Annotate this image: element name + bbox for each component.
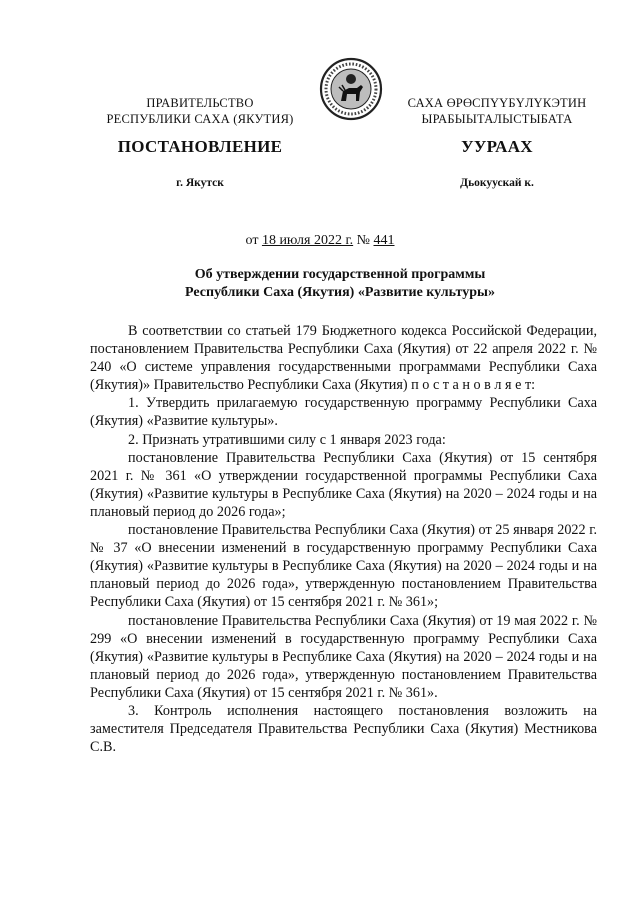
sub-item-2: постановление Правительства Республики Саха (Якутия) от 25 января 2022 г. № 37 «О внесении изменений в государственную программу Республики Саха (Якутия) «Развитие культуры в Республике Саха (Якутия) на 2020 – 2024 годы и на плановый период до 2026 года», утвержденную постановлением Правительства Республики Саха (Якутия) от 15 сентября 2021 г. № 361»;	[90, 522, 597, 611]
header-left-line1: ПРАВИТЕЛЬСТВО	[146, 96, 254, 110]
decree-word: п о с т а н о в л я е т:	[411, 377, 536, 394]
city-ru: г. Якутск	[176, 177, 224, 189]
doc-title	[80, 266, 600, 302]
doc-number: 441	[373, 233, 395, 248]
header-left	[100, 95, 300, 127]
title-line2: Республики Саха (Якутия) «Развитие культуры»	[185, 285, 495, 300]
number-sign: №	[356, 233, 370, 248]
header-right-line2: ЫРАБЫЫТАЛЫСТЫБАТА	[421, 112, 573, 126]
intro-paragraph	[90, 322, 597, 394]
item-2: 2. Признать утратившими силу с 1 января 2023 года:	[128, 431, 446, 448]
doc-body	[90, 322, 597, 756]
doc-type-sah: УУРААХ	[461, 137, 533, 156]
republic-emblem	[319, 57, 383, 121]
sub-item-1: постановление Правительства Республики Саха (Якутия) от 15 сентября 2021 г. № 361 «О утверждении государственной программы Республики Саха (Якутия) «Развитие культуры в Республике Саха (Якутия) на 2020 – 2024 годы и на плановый период до 2026 года»;	[90, 449, 597, 520]
intro-text: В соответствии со статьей 179 Бюджетного кодекса Российской Федерации, постановлением Правительства Республики Саха (Якутия) от 22 апреля 2022 г. № 240 «О системе управления государственными программами Республики Саха (Якутия)» Правительство Республики Саха (Якутия)	[90, 323, 597, 394]
header-left-line2: РЕСПУБЛИКИ САХА (ЯКУТИЯ)	[106, 112, 294, 126]
city-sah: Дьокуускай к.	[460, 177, 534, 189]
date-line	[0, 233, 640, 249]
sub-item-3: постановление Правительства Республики Саха (Якутия) от 19 мая 2022 г. № 299 «О внесении изменений в государственную программу Республики Саха (Якутия) «Развитие культуры в Республике Саха (Якутия) на 2020 – 2024 годы и на плановый период до 2026 года», утвержденную постановлением Правительства Республики Саха (Якутия) от 15 сентября 2021 г. № 361».	[90, 612, 597, 701]
doc-type-ru: ПОСТАНОВЛЕНИЕ	[117, 137, 283, 156]
title-line1: Об утверждении государственной программы	[194, 267, 486, 282]
item-3: 3. Контроль исполнения настоящего постановления возложить на заместителя Председателя Правительства Республики Саха (Якутия) Местникова С.В.	[90, 702, 597, 756]
date-prefix: от	[245, 233, 259, 248]
date-value: 18 июля 2022 г.	[261, 233, 354, 248]
header-right	[392, 95, 602, 127]
item-1: 1. Утвердить прилагаемую государственную программу Республики Саха (Якутия) «Развитие культуры».	[90, 395, 597, 430]
header-right-line1: САХА ӨРӨСПҮҮБҮЛҮКЭТИН	[407, 96, 587, 110]
